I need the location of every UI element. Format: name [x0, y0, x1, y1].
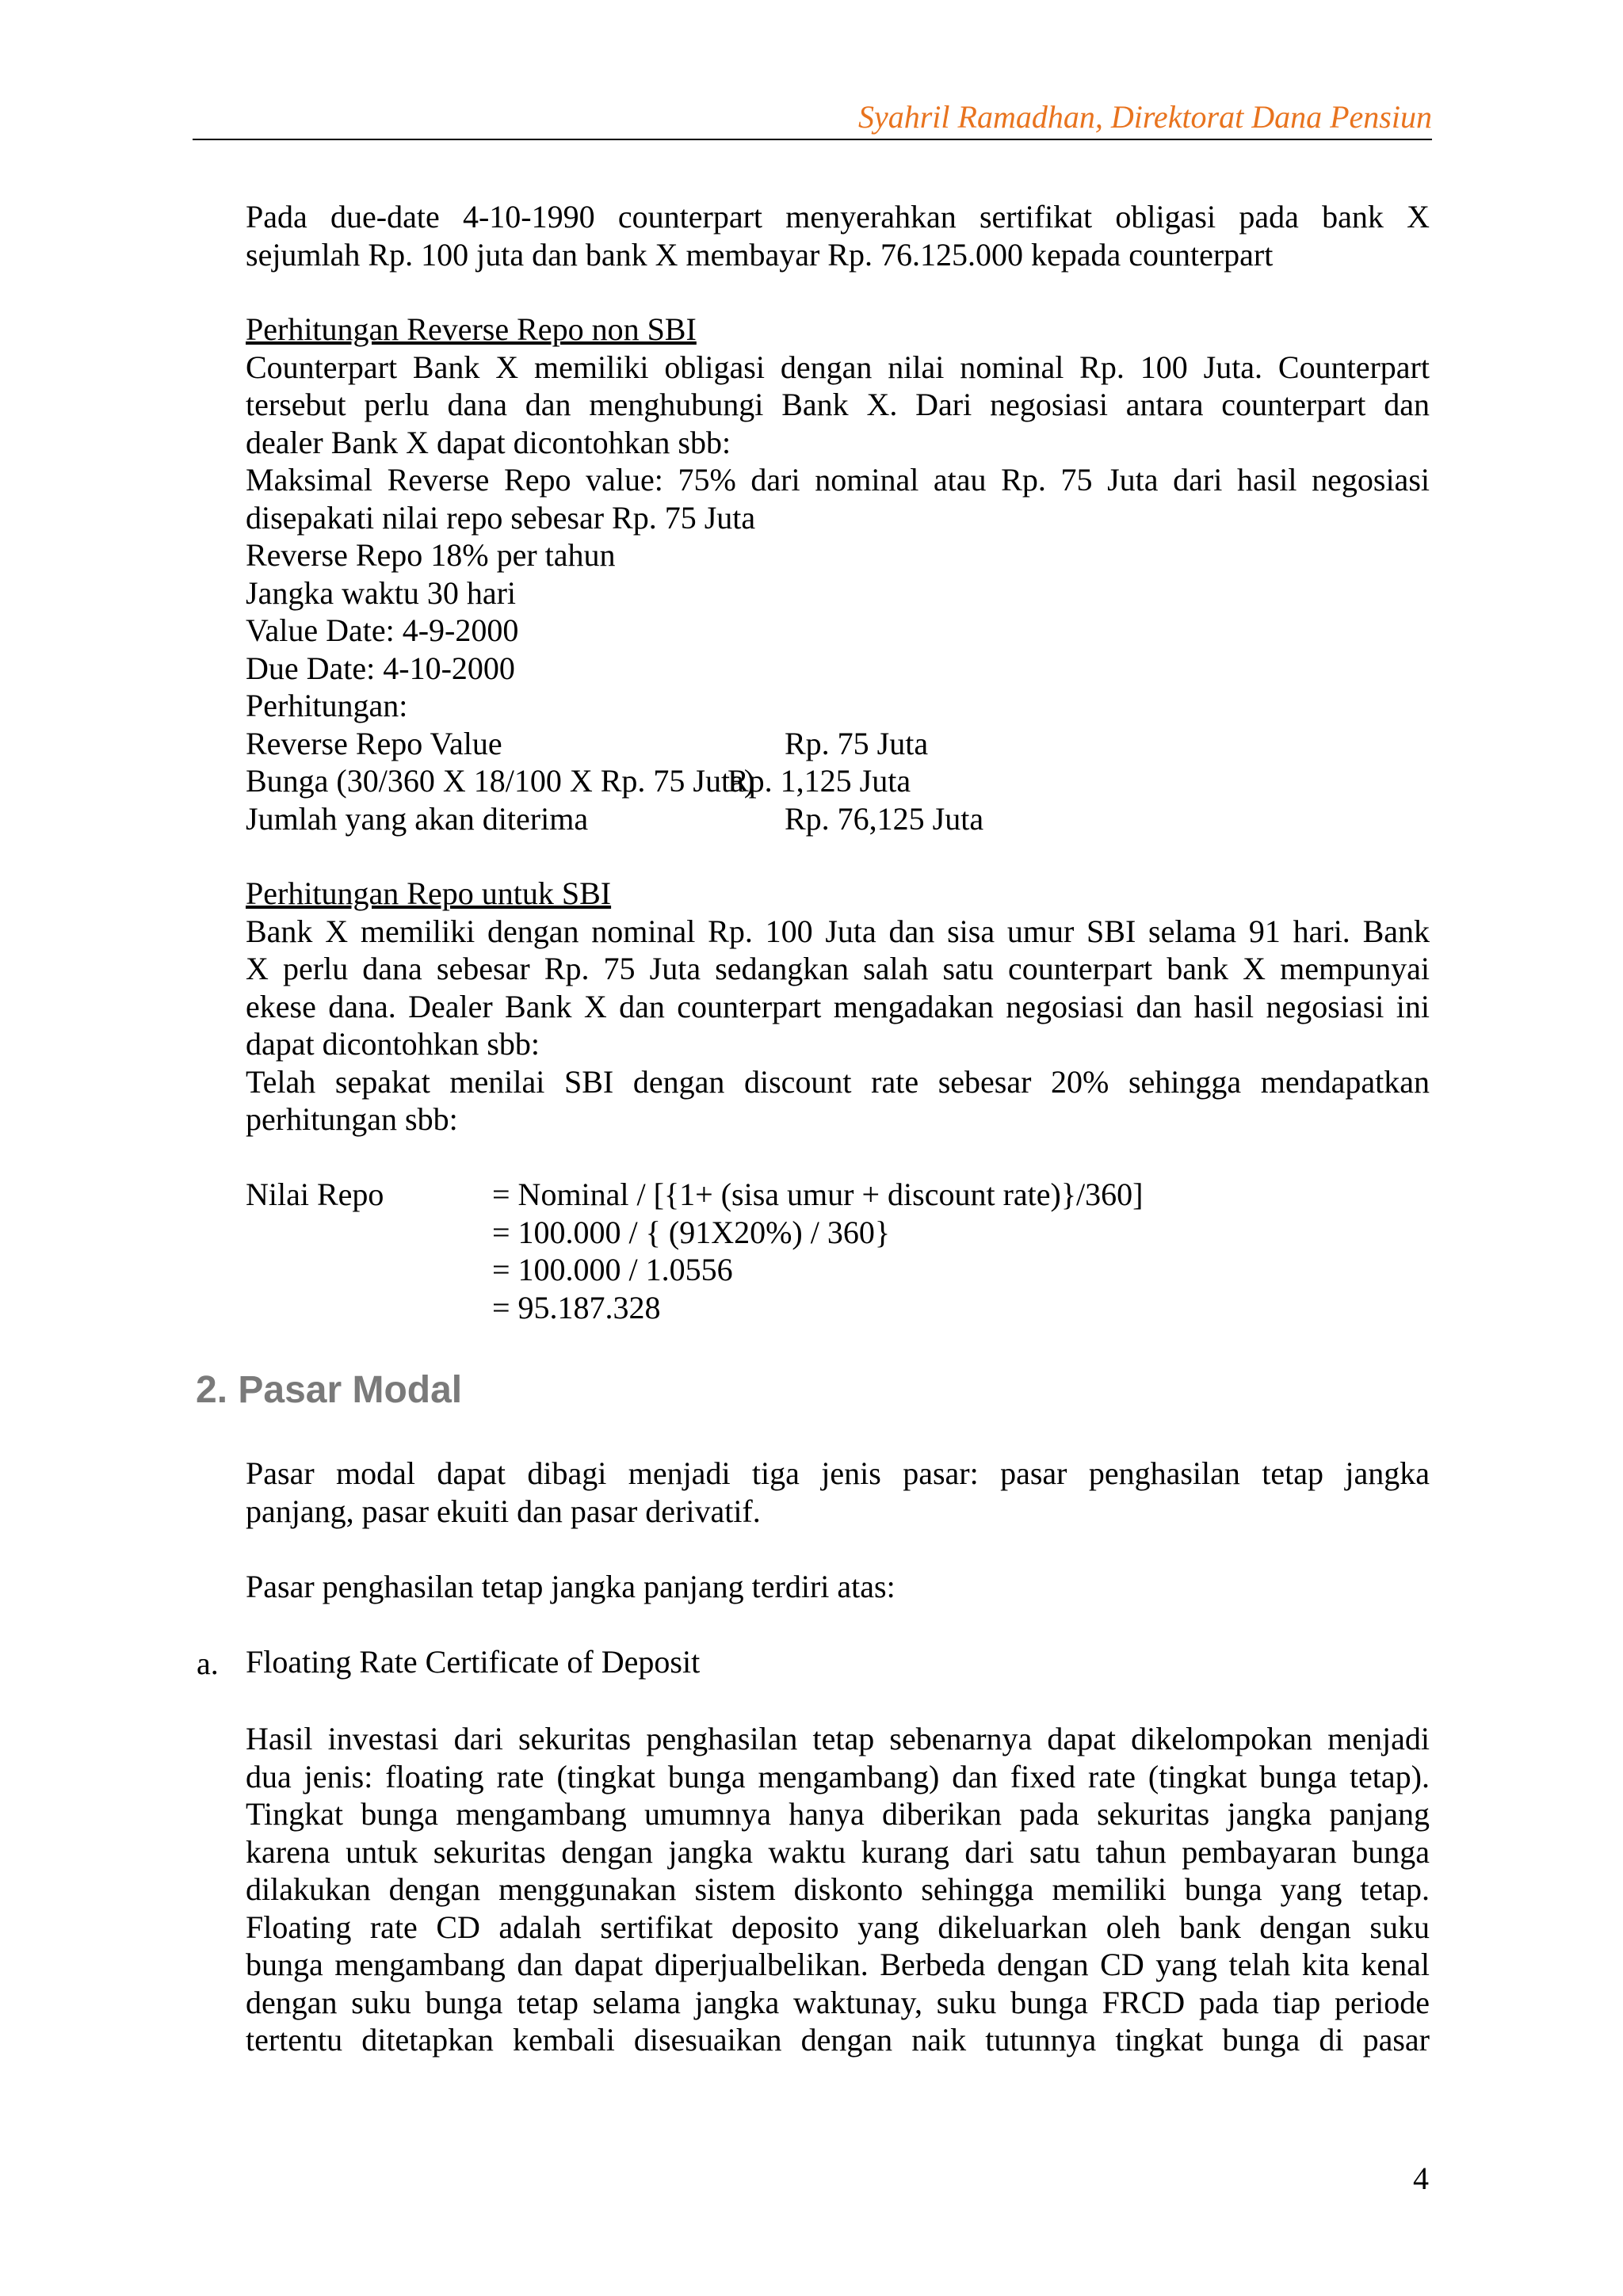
header-divider — [193, 139, 1432, 140]
text-line: Counterpart Bank X memiliki obligasi dengan nilai nominal Rp. 100 Juta. Counterpart — [246, 349, 1430, 385]
text-line: disepakati nilai repo sebesar Rp. 75 Juta — [246, 499, 756, 536]
text-line: X perlu dana sebesar Rp. 75 Juta sedangkan salah satu counterpart bank X mempunyai — [246, 951, 1430, 986]
text-line: Pasar penghasilan tetap jangka panjang terdiri atas: — [246, 1568, 896, 1604]
term-line: Reverse Repo 18% per tahun — [246, 537, 616, 573]
text-line: Tingkat bunga mengambang umumnya hanya diberikan pada sekuritas jangka panjang — [246, 1796, 1430, 1832]
calculation-value: Rp. 75 Juta — [785, 725, 929, 761]
text-line: Maksimal Reverse Repo value: 75% dari nominal atau Rp. 75 Juta dari hasil negosiasi — [246, 462, 1430, 498]
calculation-value: Rp. 1,125 Juta — [727, 763, 911, 799]
reverse-repo-section — [246, 311, 1430, 837]
term-line: Jangka waktu 30 hari — [246, 574, 517, 611]
formula-row — [246, 1289, 1430, 1327]
text-line: dilakukan dengan menggunakan sistem diskonto sehingga memiliki bunga yang tetap. — [246, 1871, 1430, 1907]
formula-line: = 100.000 / 1.0556 — [492, 1252, 733, 1287]
formula-row — [246, 1214, 1430, 1252]
section2-intro — [246, 1455, 1430, 1680]
text-line: tersebut perlu dana dan menghubungi Bank X. Dari negosiasi antara counterpart dan — [246, 387, 1430, 422]
section-heading: 2. Pasar Modal — [196, 1369, 463, 1411]
term-line: Perhitungan: — [246, 688, 408, 723]
calculation-row — [246, 800, 1430, 838]
text-line: panjang, pasar ekuiti dan pasar derivatif. — [246, 1493, 761, 1529]
calculation-label: Jumlah yang akan diterima — [246, 800, 589, 837]
text-line: dapat dicontohkan sbb: — [246, 1026, 540, 1062]
text-line: bunga mengambang dan dapat diperjualbelikan. Berbeda dengan CD yang telah kita kenal — [246, 1947, 1430, 1982]
text-line: dua jenis: floating rate (tingkat bunga mengambang) dan fixed rate (tingkat bunga tetap). — [246, 1758, 1430, 1794]
text-line: perhitungan sbb: — [246, 1101, 458, 1137]
list-item-marker: a. — [197, 1646, 219, 1681]
text-line: karena untuk sekuritas dengan jangka waktu kurang dari satu tahun pembayaran bunga — [246, 1833, 1430, 1870]
text-line: tertentu ditetapkan kembali disesuaikan dengan naik tutunnya tingkat bunga di pasar — [246, 2022, 1430, 2058]
frcd-paragraph — [246, 1720, 1430, 2059]
formula-line: = 100.000 / { (91X20%) / 360} — [492, 1214, 891, 1250]
calculation-value: Rp. 76,125 Juta — [785, 800, 984, 837]
formula-line: = Nominal / [{1+ (sisa umur + discount rate)}/360] — [492, 1177, 1144, 1212]
text-line: Floating rate CD adalah sertifikat deposito yang dikeluarkan oleh bank dengan suku — [246, 1909, 1430, 1945]
reverse-repo-heading: Perhitungan Reverse Repo non SBI — [246, 311, 697, 347]
text-line: Hasil investasi dari sekuritas penghasilan tetap sebenarnya dapat dikelompokan menjadi — [246, 1721, 1430, 1756]
list-item-title: Floating Rate Certificate of Deposit — [246, 1643, 701, 1680]
repo-sbi-section — [246, 875, 1430, 1326]
text-line: Pasar modal dapat dibagi menjadi tiga jenis pasar: pasar penghasilan tetap jangka — [246, 1455, 1430, 1491]
repo-sbi-heading: Perhitungan Repo untuk SBI — [246, 875, 612, 911]
text-line: dealer Bank X dapat dicontohkan sbb: — [246, 424, 731, 460]
intro-paragraph — [246, 198, 1430, 273]
calculation-row — [246, 725, 1430, 763]
text-line: dengan suku bunga tetap selama jangka waktunay, suku bunga FRCD pada tiap periode — [246, 1984, 1430, 2020]
formula-row — [246, 1176, 1430, 1214]
page-number: 4 — [1413, 2161, 1429, 2196]
calculation-row — [246, 762, 1430, 800]
term-line: Value Date: 4-9-2000 — [246, 612, 519, 648]
text-line: sejumlah Rp. 100 juta dan bank X membayar Rp. 76.125.000 kepada counterpart — [246, 236, 1274, 273]
text-line: Bank X memiliki dengan nominal Rp. 100 Juta dan sisa umur SBI selama 91 hari. Bank — [246, 913, 1430, 949]
term-line: Due Date: 4-10-2000 — [246, 650, 515, 686]
text-line: ekese dana. Dealer Bank X dan counterpart mengadakan negosiasi dan hasil negosiasi ini — [246, 988, 1430, 1024]
formula-row — [246, 1251, 1430, 1289]
calculation-label: Bunga (30/360 X 18/100 X Rp. 75 Juta) — [246, 763, 755, 799]
calculation-label: Reverse Repo Value — [246, 725, 502, 761]
running-header-title: Syahril Ramadhan, Direktorat Dana Pensiun — [857, 99, 1432, 135]
formula-label: Nilai Repo — [246, 1177, 384, 1212]
text-line: Pada due-date 4-10-1990 counterpart menyerahkan sertifikat obligasi pada bank X — [246, 199, 1430, 235]
formula-line: = 95.187.328 — [492, 1289, 661, 1325]
text-line: Telah sepakat menilai SBI dengan discount rate sebesar 20% sehingga mendapatkan — [246, 1063, 1430, 1100]
